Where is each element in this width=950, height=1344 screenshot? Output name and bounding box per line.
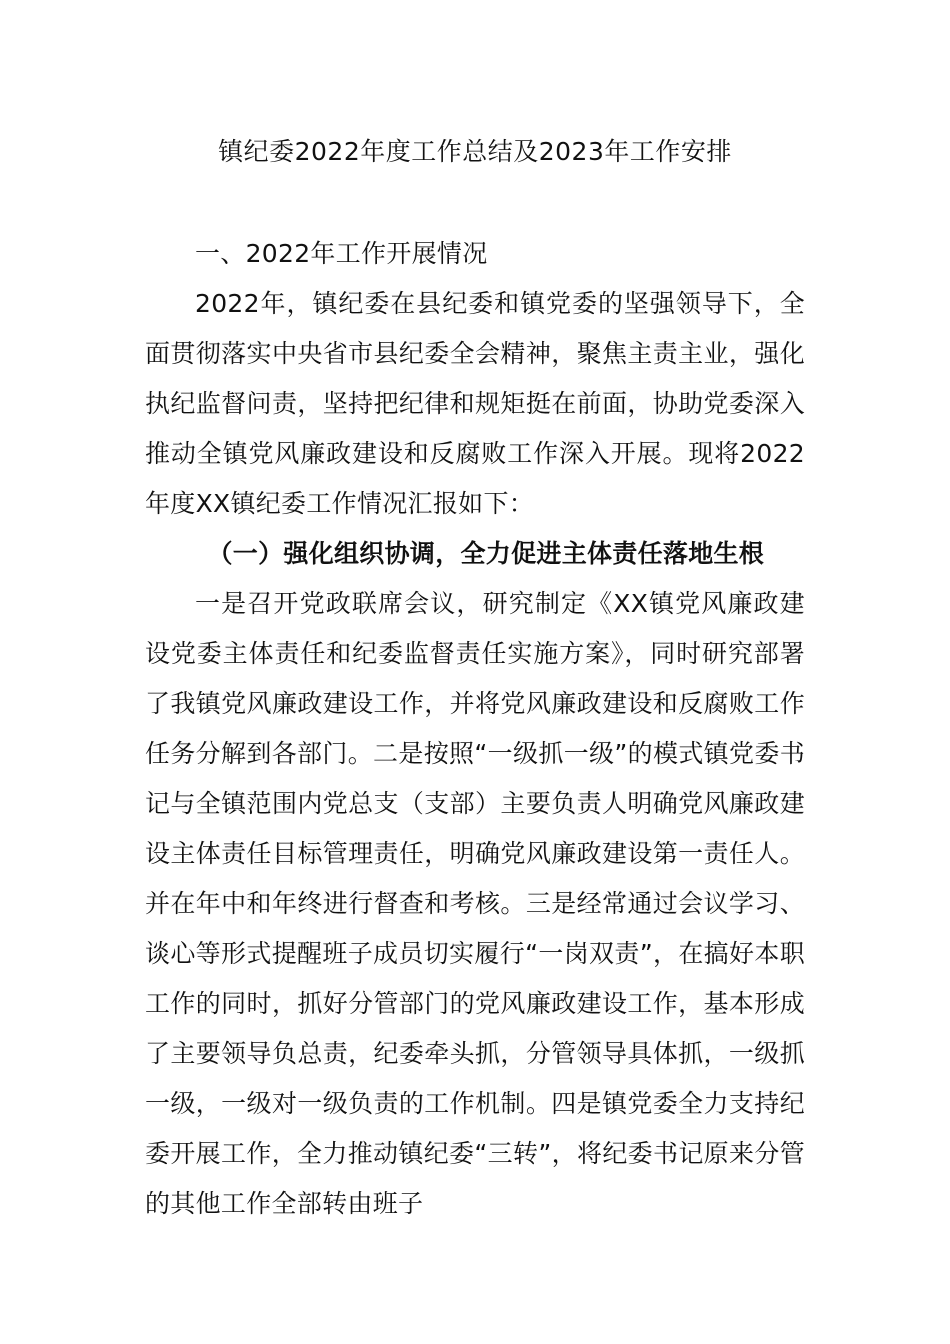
intro-paragraph: 2022年，镇纪委在县纪委和镇党委的坚强领导下，全面贯彻落实中央省市县纪委全会精神，聚焦主责主业，强化执纪监督问责，坚持把纪律和规矩挺在前面，协助党委深入推动全镇党风廉政建设和反腐败工作深入开展。现将2022年度XX镇纪委工作情况汇报如下： [145,289,805,518]
document-body [145,229,805,1229]
subsection-paragraph: 一是召开党政联席会议，研究制定《XX镇党风廉政建设党委主体责任和纪委监督责任实施方案》，同时研究部署了我镇党风廉政建设工作，并将党风廉政建设和反腐败工作任务分解到各部门。二是按照“一级抓一级”的模式镇党委书记与全镇范围内党总支（支部）主要负责人明确党风廉政建设主体责任目标管理责任，明确党风廉政建设第一责任人。并在年中和年终进行督查和考核。三是经常通过会议学习、谈心等形式提醒班子成员切实履行“一岗双责”，在搞好本职工作的同时，抓好分管部门的党风廉政建设工作，基本形成了主要领导负总责，纪委牵头抓，分管领导具体抓，一级抓一级，一级对一级负责的工作机制。四是镇党委全力支持纪委开展工作，全力推动镇纪委“三转”，将纪委书记原来分管的其他工作全部转由班子 [145,589,805,1218]
subsection-heading: （一）强化组织协调，全力促进主体责任落地生根 [207,539,765,568]
section-heading: 一、2022年工作开展情况 [195,239,488,268]
document-title: 镇纪委2022年度工作总结及2023年工作安排 [218,137,732,166]
